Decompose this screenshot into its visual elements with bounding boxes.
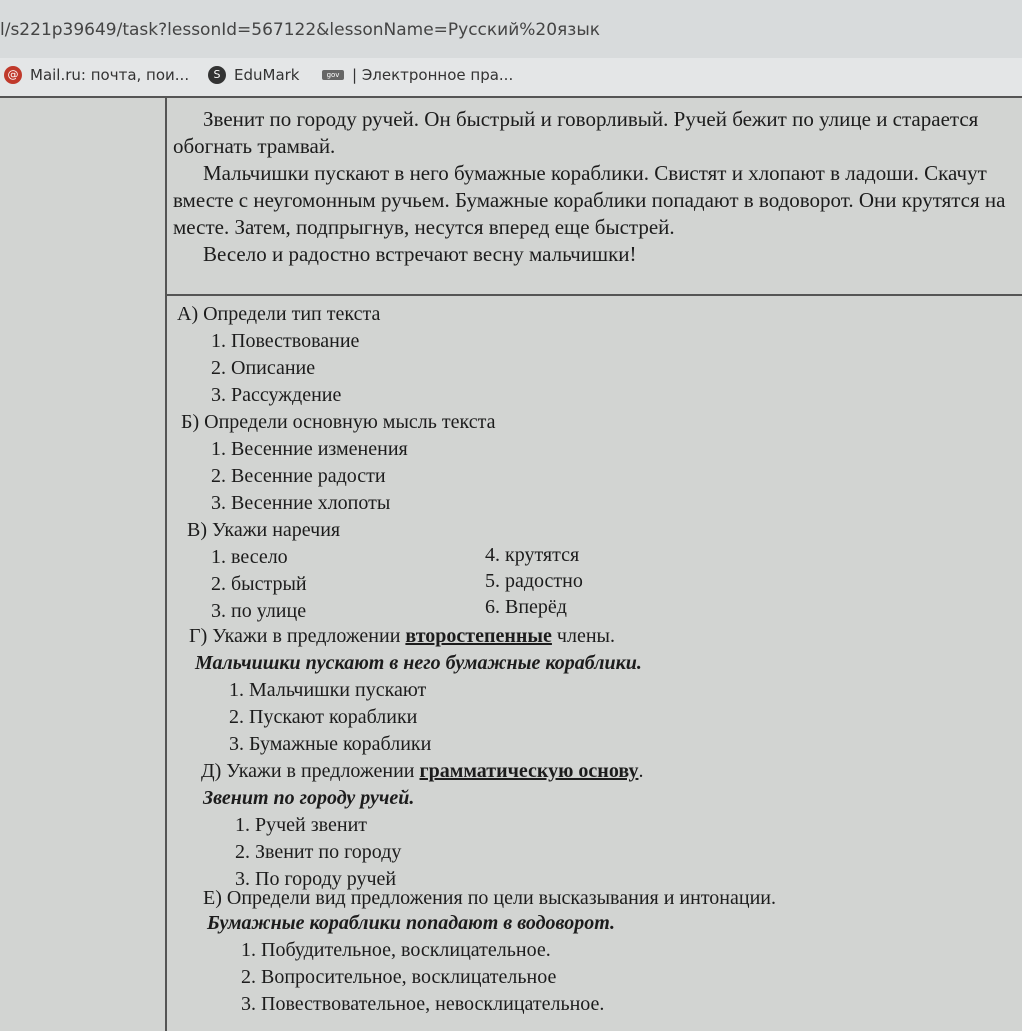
question-d-option-3[interactable]: 3. По городу ручей bbox=[235, 868, 397, 890]
question-d-option-1[interactable]: 1. Ручей звенит bbox=[235, 814, 368, 836]
question-v-title: В) Укажи наречия bbox=[187, 519, 341, 541]
passage-paragraph-2: Мальчишки пускают в него бумажные кораблики. Свистят и хлопают в ладоши. Скачут вместе с неугомонным ручьем. Бумажные кораблики попадают в водоворот. Они крутятся на месте. Затем, подпрыгнув, несутся вперед еще быстрей. bbox=[173, 161, 1006, 239]
question-g-prefix: Г) Укажи в предложении bbox=[189, 625, 406, 647]
question-g-sentence: Мальчишки пускают в него бумажные кораблики. bbox=[195, 652, 642, 674]
edumark-icon: S bbox=[208, 66, 226, 84]
passage-paragraph-3: Весело и радостно встречают весну мальчишки! bbox=[203, 242, 637, 266]
question-d-title bbox=[201, 758, 643, 785]
question-e-option-3[interactable]: 3. Повествовательное, невосклицательное. bbox=[241, 993, 605, 1015]
question-b-option-3[interactable]: 3. Весенние хлопоты bbox=[211, 492, 391, 514]
task-cell bbox=[167, 96, 1022, 1031]
question-g-emphasis: второстепенные bbox=[405, 625, 552, 647]
bookmark-edumark[interactable] bbox=[208, 66, 300, 84]
question-e-option-2[interactable]: 2. Вопросительное, восклицательное bbox=[241, 966, 557, 988]
question-g-suffix: члены. bbox=[551, 625, 615, 647]
question-d-prefix: Д) Укажи в предложении bbox=[201, 760, 420, 782]
passage-paragraph-1: Звенит по городу ручей. Он быстрый и говорливый. Ручей бежит по улице и старается обогнать трамвай. bbox=[173, 107, 979, 158]
question-g-option-3[interactable]: 3. Бумажные кораблики bbox=[229, 733, 432, 755]
question-e-sentence: Бумажные кораблики попадают в водоворот. bbox=[207, 912, 616, 934]
question-v-option-4[interactable]: 4. крутятся bbox=[485, 544, 580, 566]
question-b-option-2[interactable]: 2. Весенние радости bbox=[211, 465, 386, 487]
divider bbox=[0, 96, 165, 98]
mailru-icon: @ bbox=[4, 66, 22, 84]
question-a-option-1[interactable]: 1. Повествование bbox=[211, 330, 360, 352]
question-v-option-1[interactable]: 1. весело bbox=[211, 546, 288, 568]
bookmark-label: Mail.ru: почта, пои... bbox=[30, 66, 190, 84]
reading-passage bbox=[167, 96, 1022, 296]
question-g-option-2[interactable]: 2. Пускают кораблики bbox=[229, 706, 418, 728]
bookmark-mailru[interactable] bbox=[4, 66, 189, 84]
question-g-option-1[interactable]: 1. Мальчишки пускают bbox=[229, 679, 427, 701]
question-a-option-2[interactable]: 2. Описание bbox=[211, 357, 316, 379]
question-b-option-1[interactable]: 1. Весенние изменения bbox=[211, 438, 408, 460]
question-e-option-1[interactable]: 1. Побудительное, восклицательное. bbox=[241, 939, 551, 961]
table-left-column bbox=[0, 96, 167, 1031]
url-text[interactable]: l/s221p39649/task?lessonId=567122&lessonName=Русский%20язык bbox=[0, 20, 601, 40]
bookmark-gov[interactable] bbox=[322, 66, 513, 84]
address-bar[interactable] bbox=[0, 0, 1022, 59]
gov-icon: gov bbox=[322, 70, 344, 80]
question-v-option-5[interactable]: 5. радостно bbox=[485, 570, 583, 592]
bookmark-label: EduMark bbox=[234, 66, 300, 84]
page-content bbox=[0, 96, 1022, 1031]
question-e-title: Е) Определи вид предложения по цели высказывания и интонации. bbox=[203, 887, 776, 909]
question-d-suffix: . bbox=[638, 760, 644, 782]
question-v-option-6[interactable]: 6. Вперёд bbox=[485, 596, 567, 618]
bookmarks-bar bbox=[0, 58, 1022, 97]
question-b-title: Б) Определи основную мысль текста bbox=[181, 411, 496, 433]
question-v-option-3[interactable]: 3. по улице bbox=[211, 600, 307, 622]
question-a-title: А) Определи тип текста bbox=[177, 303, 381, 325]
question-d-sentence: Звенит по городу ручей. bbox=[203, 787, 415, 809]
question-d-option-2[interactable]: 2. Звенит по городу bbox=[235, 841, 402, 863]
question-a-option-3[interactable]: 3. Рассуждение bbox=[211, 384, 342, 406]
question-d-emphasis: грамматическую основу bbox=[419, 760, 639, 782]
bookmark-label: | Электронное пра... bbox=[352, 66, 514, 84]
question-v-option-2[interactable]: 2. быстрый bbox=[211, 573, 307, 595]
question-g-title bbox=[189, 623, 615, 650]
